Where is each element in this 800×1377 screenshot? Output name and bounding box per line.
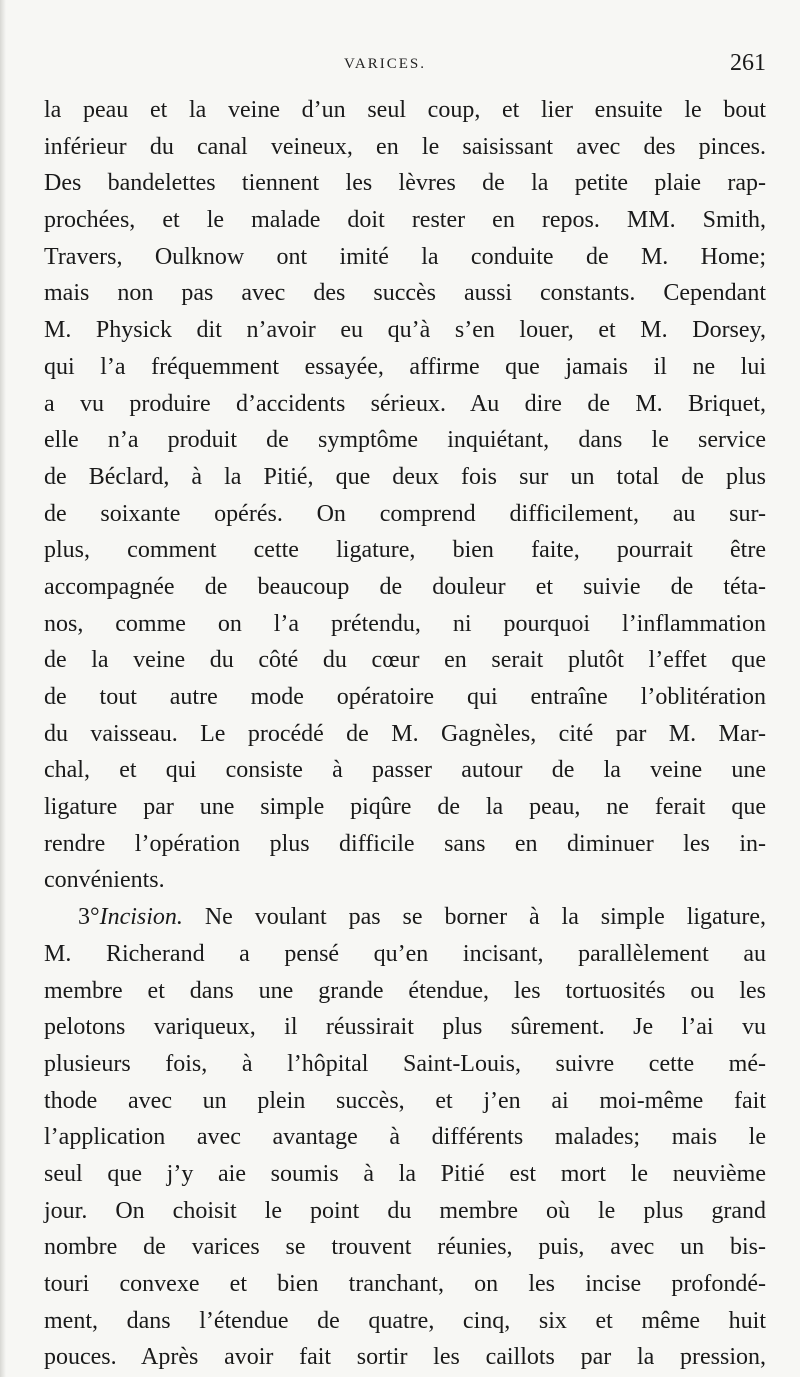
text-line: ligature par une simple piqûre de la peau, ne ferait que: [44, 794, 766, 821]
text-line: ment, dans l’étendue de quatre, cinq, six et même huit: [44, 1307, 766, 1334]
text-line: inférieur du canal veineux, en le saisissant avec des pinces.: [44, 133, 766, 160]
text-line: accompagnée de beaucoup de douleur et suivie de téta-: [44, 573, 766, 600]
section-number: 3°: [78, 904, 100, 931]
text-line: la peau et la veine d’un seul coup, et lier ensuite le bout: [44, 97, 766, 123]
text-line: nos, comme on l’a prétendu, ni pourquoi l’inflammation: [44, 610, 766, 637]
text-line: a vu produire d’accidents sérieux. Au dire de M. Briquet,: [44, 390, 766, 417]
text-line: de tout autre mode opératoire qui entraîne l’oblitération: [44, 684, 766, 710]
text-line: nombre de varices se trouvent réunies, puis, avec un bis-: [44, 1234, 766, 1261]
text-line: pelotons variqueux, il réussirait plus sûrement. Je l’ai vu: [44, 1014, 766, 1041]
text-line: de soixante opérés. On comprend difficilement, au sur-: [44, 500, 766, 527]
text-line: M. Physick dit n’avoir eu qu’à s’en louer, et M. Dorsey,: [44, 317, 766, 344]
text-line: jour. On choisit le point du membre où le plus grand: [44, 1197, 766, 1224]
text-line: chal, et qui consiste à passer autour de la veine une: [44, 757, 766, 784]
text-line: qui l’a fréquemment essayée, affirme que jamais il ne lui: [44, 353, 766, 380]
text-line: seul que j’y aie soumis à la Pitié est mort le neuvième: [44, 1160, 766, 1187]
page-edge-shadow: [0, 0, 6, 1377]
section-heading: Incision.: [99, 904, 183, 931]
text-line: mais non pas avec des succès aussi constants. Cependant: [44, 280, 766, 307]
text-line: de Béclard, à la Pitié, que deux fois sur un total de plus: [44, 463, 766, 490]
text-line: du vaisseau. Le procédé de M. Gagnèles, cité par M. Mar-: [44, 720, 766, 747]
text-line: M. Richerand a pensé qu’en incisant, parallèlement au: [44, 940, 766, 967]
text-line: plusieurs fois, à l’hôpital Saint-Louis, suivre cette mé-: [44, 1050, 766, 1077]
section-first-line: [44, 899, 766, 936]
text-line: rendre l’opération plus difficile sans en diminuer les in-: [44, 830, 766, 857]
text-line: de la veine du côté du cœur en serait plutôt l’effet que: [44, 647, 766, 674]
text-line: prochées, et le malade doit rester en repos. MM. Smith,: [44, 207, 766, 234]
text-line: membre et dans une grande étendue, les tortuosités ou les: [44, 977, 766, 1004]
running-head: [44, 50, 766, 80]
text-line: Travers, Oulknow ont imité la conduite de M. Home;: [44, 243, 766, 270]
text-line: l’application avec avantage à différents malades; mais le: [44, 1124, 766, 1151]
text-line: plus, comment cette ligature, bien faite, pourrait être: [44, 537, 766, 564]
text-line: touri convexe et bien tranchant, on les incise profondé-: [44, 1271, 766, 1297]
section-first-line-text: Ne voulant pas se borner à la simple ligature,: [182, 904, 766, 931]
text-line: Des bandelettes tiennent les lèvres de la petite plaie rap-: [44, 170, 766, 197]
text-line: thode avec un plein succès, et j’en ai moi-même fait: [44, 1087, 766, 1114]
text-line: elle n’a produit de symptôme inquiétant, dans le service: [44, 427, 766, 454]
text-line: pouces. Après avoir fait sortir les caillots par la pression,: [44, 1344, 766, 1371]
body-text: [44, 92, 766, 1376]
text-line-paragraph-end: convénients.: [44, 867, 165, 894]
page-number: 261: [730, 50, 766, 76]
running-title: VARICES.: [344, 56, 426, 72]
